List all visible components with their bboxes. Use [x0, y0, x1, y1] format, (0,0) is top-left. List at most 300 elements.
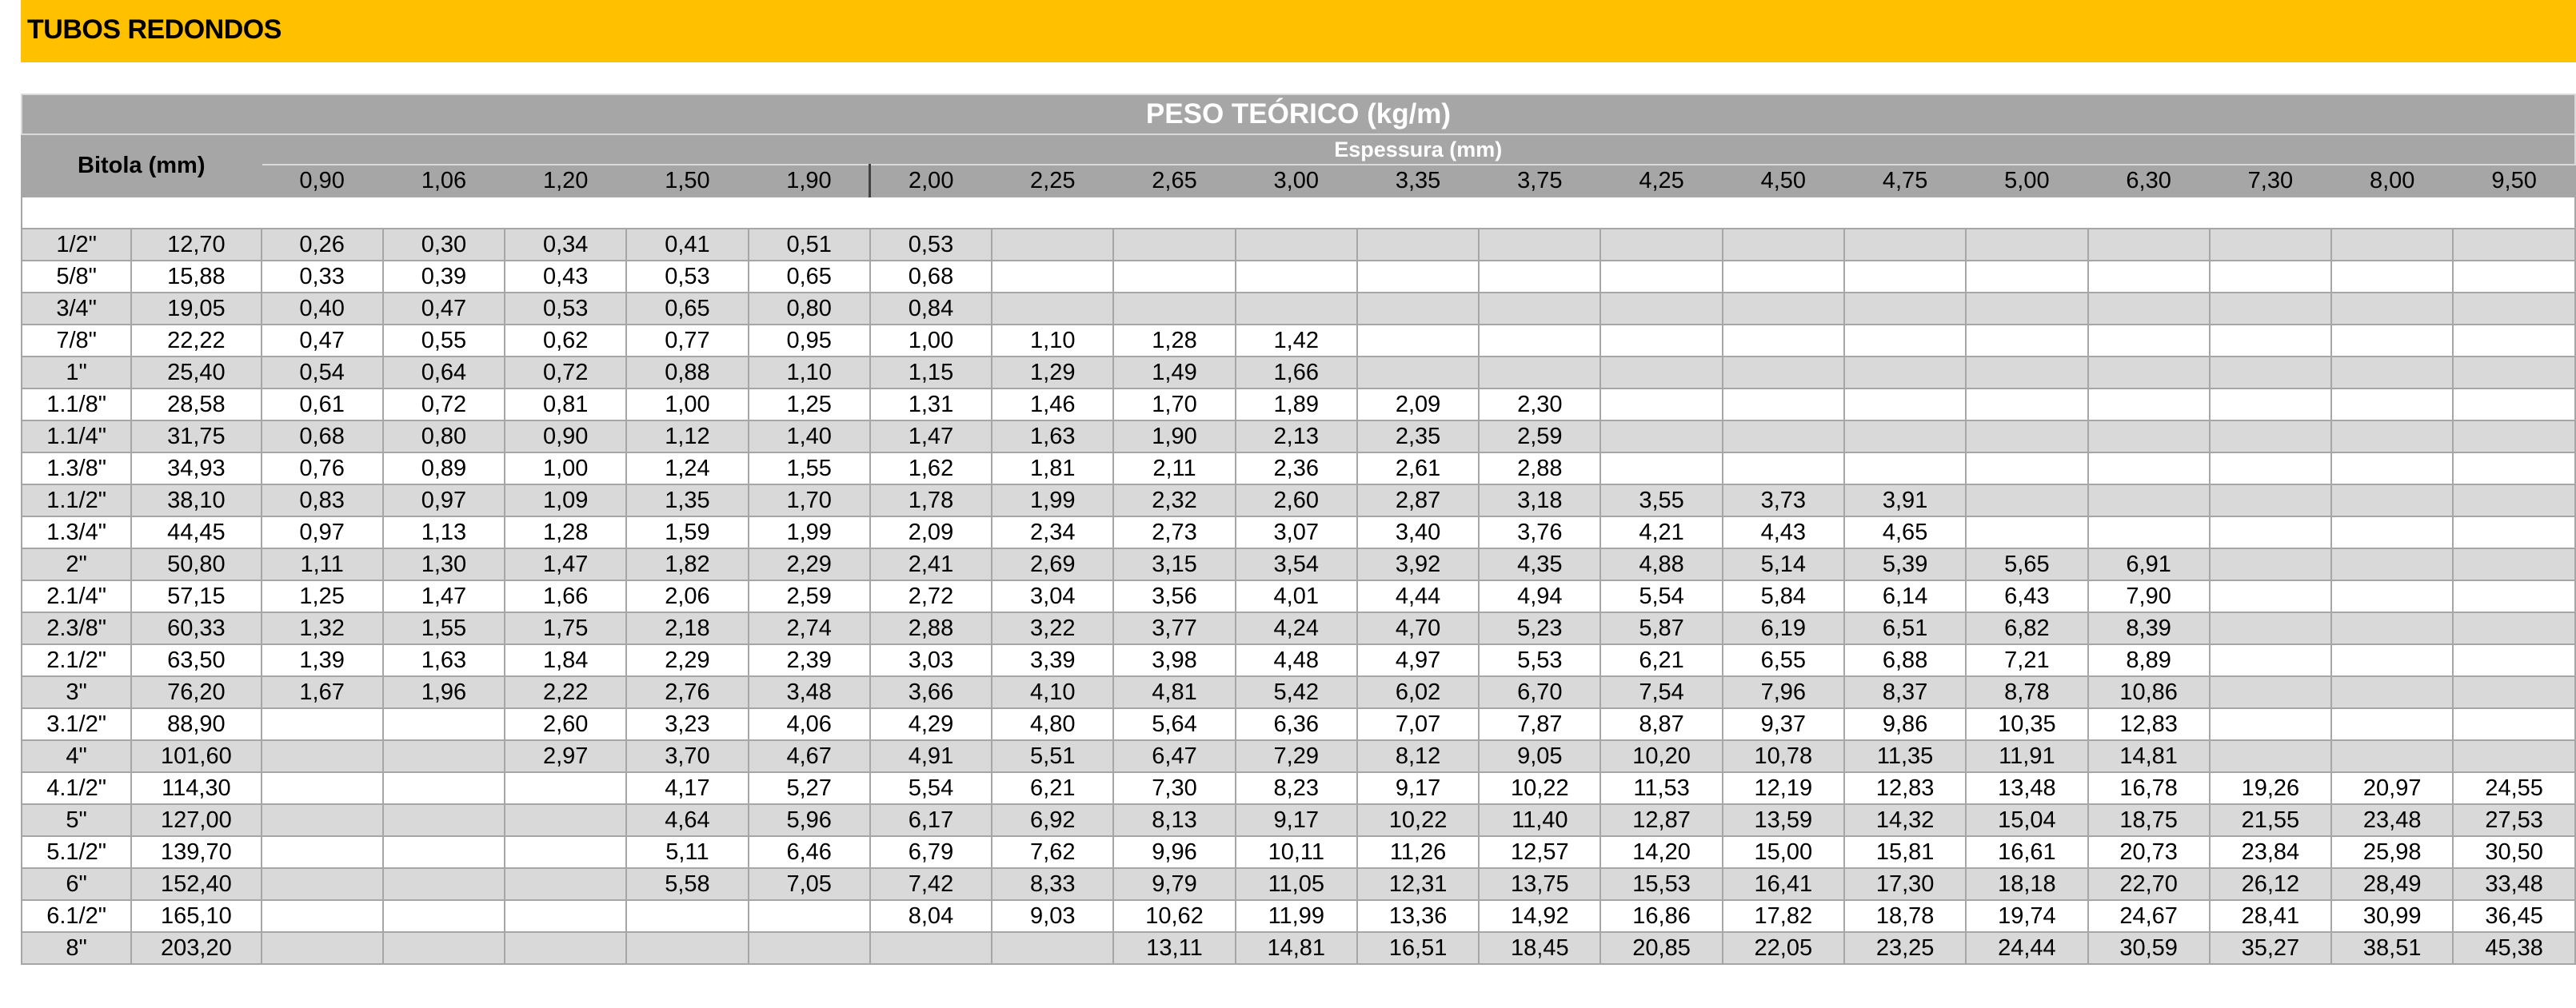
bitola-mm-cell[interactable]: 12,70: [131, 229, 261, 261]
weight-cell[interactable]: 23,25: [1844, 932, 1966, 964]
weight-cell[interactable]: 21,55: [2210, 804, 2331, 836]
weight-cell[interactable]: 4,81: [1113, 676, 1235, 708]
weight-cell[interactable]: 30,99: [2331, 900, 2453, 932]
weight-cell[interactable]: 14,20: [1600, 836, 1722, 868]
weight-cell[interactable]: [2453, 516, 2575, 548]
weight-cell[interactable]: 1,47: [383, 580, 505, 612]
thickness-header-cell[interactable]: 1,20: [505, 165, 626, 197]
weight-cell[interactable]: [2210, 516, 2331, 548]
weight-cell[interactable]: [1966, 420, 2087, 452]
thickness-header-cell[interactable]: 6,30: [2088, 165, 2210, 197]
weight-cell[interactable]: 0,84: [870, 293, 992, 325]
bitola-inch-cell[interactable]: 1.1/4": [22, 420, 131, 452]
weight-cell[interactable]: 18,78: [1844, 900, 1966, 932]
weight-cell[interactable]: 7,54: [1600, 676, 1722, 708]
weight-cell[interactable]: 2,35: [1357, 420, 1479, 452]
weight-cell[interactable]: 1,89: [1236, 388, 1357, 420]
weight-cell[interactable]: 1,24: [626, 452, 748, 484]
weight-cell[interactable]: 8,37: [1844, 676, 1966, 708]
weight-cell[interactable]: [1723, 388, 1844, 420]
weight-cell[interactable]: [2331, 740, 2453, 772]
bitola-mm-cell[interactable]: 76,20: [131, 676, 261, 708]
weight-cell[interactable]: [2331, 261, 2453, 293]
weight-cell[interactable]: [1723, 229, 1844, 261]
weight-cell[interactable]: 5,87: [1600, 612, 1722, 644]
weight-cell[interactable]: 12,83: [1844, 772, 1966, 804]
weight-cell[interactable]: [2210, 357, 2331, 388]
weight-cell[interactable]: 11,26: [1357, 836, 1479, 868]
weight-cell[interactable]: [1357, 261, 1479, 293]
weight-cell[interactable]: 1,82: [626, 548, 748, 580]
weight-cell[interactable]: 6,91: [2088, 548, 2210, 580]
weight-cell[interactable]: 3,54: [1236, 548, 1357, 580]
weight-cell[interactable]: [262, 932, 383, 964]
weight-cell[interactable]: 28,49: [2331, 868, 2453, 900]
weight-cell[interactable]: 8,39: [2088, 612, 2210, 644]
weight-cell[interactable]: 4,44: [1357, 580, 1479, 612]
weight-cell[interactable]: 2,97: [505, 740, 626, 772]
weight-cell[interactable]: [2088, 420, 2210, 452]
weight-cell[interactable]: [383, 740, 505, 772]
weight-cell[interactable]: [1844, 293, 1966, 325]
weight-cell[interactable]: 1,47: [505, 548, 626, 580]
weight-cell[interactable]: [505, 868, 626, 900]
weight-cell[interactable]: 1,29: [992, 357, 1113, 388]
weight-cell[interactable]: 30,59: [2088, 932, 2210, 964]
weight-cell[interactable]: [2210, 548, 2331, 580]
weight-cell[interactable]: 4,10: [992, 676, 1113, 708]
weight-cell[interactable]: 12,87: [1600, 804, 1722, 836]
weight-cell[interactable]: [2453, 357, 2575, 388]
thickness-header-cell[interactable]: 1,50: [626, 165, 748, 197]
weight-cell[interactable]: 7,90: [2088, 580, 2210, 612]
weight-cell[interactable]: 5,42: [1236, 676, 1357, 708]
weight-cell[interactable]: 5,39: [1844, 548, 1966, 580]
weight-cell[interactable]: 6,02: [1357, 676, 1479, 708]
weight-cell[interactable]: 0,89: [383, 452, 505, 484]
weight-cell[interactable]: 8,89: [2088, 644, 2210, 676]
weight-cell[interactable]: 24,67: [2088, 900, 2210, 932]
weight-cell[interactable]: 24,55: [2453, 772, 2575, 804]
weight-cell[interactable]: 27,53: [2453, 804, 2575, 836]
weight-cell[interactable]: 3,23: [626, 708, 748, 740]
weight-cell[interactable]: [1723, 420, 1844, 452]
bitola-mm-cell[interactable]: 114,30: [131, 772, 261, 804]
weight-cell[interactable]: [2331, 420, 2453, 452]
weight-cell[interactable]: 12,31: [1357, 868, 1479, 900]
weight-cell[interactable]: 1,40: [749, 420, 870, 452]
weight-cell[interactable]: [2453, 229, 2575, 261]
weight-cell[interactable]: 1,31: [870, 388, 992, 420]
weight-cell[interactable]: 17,82: [1723, 900, 1844, 932]
weight-cell[interactable]: [1966, 229, 2087, 261]
bitola-mm-cell[interactable]: 25,40: [131, 357, 261, 388]
weight-cell[interactable]: 2,59: [749, 580, 870, 612]
weight-cell[interactable]: [1723, 293, 1844, 325]
weight-cell[interactable]: 6,21: [1600, 644, 1722, 676]
weight-cell[interactable]: 1,75: [505, 612, 626, 644]
weight-cell[interactable]: 0,30: [383, 229, 505, 261]
weight-cell[interactable]: 2,30: [1479, 388, 1600, 420]
weight-cell[interactable]: 5,11: [626, 836, 748, 868]
weight-cell[interactable]: 2,32: [1113, 484, 1235, 516]
weight-cell[interactable]: 17,30: [1844, 868, 1966, 900]
weight-cell[interactable]: 13,59: [1723, 804, 1844, 836]
weight-cell[interactable]: [2331, 516, 2453, 548]
weight-cell[interactable]: 5,51: [992, 740, 1113, 772]
thickness-header-cell[interactable]: 3,00: [1236, 165, 1357, 197]
weight-cell[interactable]: [1357, 357, 1479, 388]
weight-cell[interactable]: 1,70: [1113, 388, 1235, 420]
weight-cell[interactable]: 18,18: [1966, 868, 2087, 900]
weight-cell[interactable]: 19,26: [2210, 772, 2331, 804]
weight-cell[interactable]: 2,59: [1479, 420, 1600, 452]
weight-cell[interactable]: 0,81: [505, 388, 626, 420]
weight-cell[interactable]: [1479, 325, 1600, 357]
weight-cell[interactable]: [2210, 325, 2331, 357]
weight-cell[interactable]: 6,82: [1966, 612, 2087, 644]
weight-cell[interactable]: [505, 900, 626, 932]
bitola-mm-cell[interactable]: 127,00: [131, 804, 261, 836]
bitola-mm-cell[interactable]: 203,20: [131, 932, 261, 964]
weight-cell[interactable]: 33,48: [2453, 868, 2575, 900]
weight-cell[interactable]: 2,73: [1113, 516, 1235, 548]
weight-cell[interactable]: 9,79: [1113, 868, 1235, 900]
weight-cell[interactable]: 35,27: [2210, 932, 2331, 964]
weight-cell[interactable]: [1357, 325, 1479, 357]
weight-cell[interactable]: [992, 932, 1113, 964]
weight-cell[interactable]: 4,64: [626, 804, 748, 836]
weight-cell[interactable]: 0,33: [262, 261, 383, 293]
weight-cell[interactable]: 13,75: [1479, 868, 1600, 900]
weight-cell[interactable]: 5,54: [870, 772, 992, 804]
weight-cell[interactable]: [2331, 452, 2453, 484]
weight-cell[interactable]: 0,55: [383, 325, 505, 357]
weight-cell[interactable]: 4,67: [749, 740, 870, 772]
weight-cell[interactable]: 4,17: [626, 772, 748, 804]
weight-cell[interactable]: 6,92: [992, 804, 1113, 836]
weight-cell[interactable]: 1,49: [1113, 357, 1235, 388]
weight-cell[interactable]: 1,28: [1113, 325, 1235, 357]
weight-cell[interactable]: 1,10: [992, 325, 1113, 357]
weight-cell[interactable]: [1723, 325, 1844, 357]
weight-cell[interactable]: [1357, 293, 1479, 325]
weight-cell[interactable]: [505, 772, 626, 804]
weight-cell[interactable]: 11,53: [1600, 772, 1722, 804]
weight-cell[interactable]: [2210, 452, 2331, 484]
weight-cell[interactable]: 7,62: [992, 836, 1113, 868]
weight-cell[interactable]: 0,77: [626, 325, 748, 357]
weight-cell[interactable]: [2331, 548, 2453, 580]
bitola-inch-cell[interactable]: 2.3/8": [22, 612, 131, 644]
weight-cell[interactable]: 3,18: [1479, 484, 1600, 516]
weight-cell[interactable]: 0,47: [383, 293, 505, 325]
bitola-inch-cell[interactable]: 1.1/8": [22, 388, 131, 420]
weight-cell[interactable]: 1,84: [505, 644, 626, 676]
weight-cell[interactable]: 0,80: [383, 420, 505, 452]
weight-cell[interactable]: 0,61: [262, 388, 383, 420]
thickness-header-cell[interactable]: 1,90: [749, 165, 870, 197]
bitola-mm-cell[interactable]: 15,88: [131, 261, 261, 293]
weight-cell[interactable]: 2,88: [1479, 452, 1600, 484]
weight-cell[interactable]: [2453, 676, 2575, 708]
weight-cell[interactable]: [1966, 293, 2087, 325]
weight-cell[interactable]: [383, 804, 505, 836]
weight-cell[interactable]: 4,01: [1236, 580, 1357, 612]
weight-cell[interactable]: 4,29: [870, 708, 992, 740]
weight-cell[interactable]: 1,25: [749, 388, 870, 420]
weight-cell[interactable]: [2210, 580, 2331, 612]
thickness-header-cell[interactable]: 4,75: [1844, 165, 1966, 197]
weight-cell[interactable]: 6,19: [1723, 612, 1844, 644]
weight-cell[interactable]: [2331, 580, 2453, 612]
weight-cell[interactable]: 11,05: [1236, 868, 1357, 900]
weight-cell[interactable]: 4,65: [1844, 516, 1966, 548]
weight-cell[interactable]: 2,11: [1113, 452, 1235, 484]
weight-cell[interactable]: [2331, 388, 2453, 420]
bitola-mm-cell[interactable]: 101,60: [131, 740, 261, 772]
weight-cell[interactable]: [2088, 325, 2210, 357]
weight-cell[interactable]: [262, 740, 383, 772]
weight-cell[interactable]: 1,99: [749, 516, 870, 548]
weight-cell[interactable]: 0,39: [383, 261, 505, 293]
weight-cell[interactable]: 23,84: [2210, 836, 2331, 868]
weight-cell[interactable]: 1,55: [383, 612, 505, 644]
weight-cell[interactable]: 6,47: [1113, 740, 1235, 772]
weight-cell[interactable]: 2,69: [992, 548, 1113, 580]
weight-cell[interactable]: 5,96: [749, 804, 870, 836]
weight-cell[interactable]: 2,74: [749, 612, 870, 644]
weight-cell[interactable]: 2,22: [505, 676, 626, 708]
weight-cell[interactable]: 13,48: [1966, 772, 2087, 804]
weight-cell[interactable]: 1,28: [505, 516, 626, 548]
weight-cell[interactable]: 5,58: [626, 868, 748, 900]
weight-cell[interactable]: 1,12: [626, 420, 748, 452]
weight-cell[interactable]: [1113, 293, 1235, 325]
weight-cell[interactable]: 15,81: [1844, 836, 1966, 868]
weight-cell[interactable]: [505, 804, 626, 836]
bitola-mm-cell[interactable]: 88,90: [131, 708, 261, 740]
weight-cell[interactable]: 0,54: [262, 357, 383, 388]
weight-cell[interactable]: 1,30: [383, 548, 505, 580]
weight-cell[interactable]: 1,42: [1236, 325, 1357, 357]
weight-cell[interactable]: [505, 836, 626, 868]
weight-cell[interactable]: [2210, 740, 2331, 772]
weight-cell[interactable]: [262, 900, 383, 932]
weight-cell[interactable]: 2,41: [870, 548, 992, 580]
weight-cell[interactable]: 4,80: [992, 708, 1113, 740]
weight-cell[interactable]: [1844, 388, 1966, 420]
weight-cell[interactable]: 0,62: [505, 325, 626, 357]
weight-cell[interactable]: [2331, 612, 2453, 644]
bitola-inch-cell[interactable]: 4": [22, 740, 131, 772]
thickness-header-cell[interactable]: 2,00: [870, 165, 992, 197]
weight-cell[interactable]: 20,85: [1600, 932, 1722, 964]
weight-cell[interactable]: 8,87: [1600, 708, 1722, 740]
weight-cell[interactable]: 1,46: [992, 388, 1113, 420]
weight-cell[interactable]: [1844, 357, 1966, 388]
weight-cell[interactable]: 1,32: [262, 612, 383, 644]
weight-cell[interactable]: 3,22: [992, 612, 1113, 644]
thickness-header-cell[interactable]: 3,35: [1357, 165, 1479, 197]
bitola-inch-cell[interactable]: 4.1/2": [22, 772, 131, 804]
weight-cell[interactable]: 6,36: [1236, 708, 1357, 740]
weight-cell[interactable]: [1966, 484, 2087, 516]
weight-cell[interactable]: 1,47: [870, 420, 992, 452]
weight-cell[interactable]: 0,53: [870, 229, 992, 261]
weight-cell[interactable]: 3,76: [1479, 516, 1600, 548]
weight-cell[interactable]: [1966, 516, 2087, 548]
weight-cell[interactable]: 10,22: [1479, 772, 1600, 804]
bitola-mm-cell[interactable]: 22,22: [131, 325, 261, 357]
weight-cell[interactable]: 0,83: [262, 484, 383, 516]
weight-cell[interactable]: 16,86: [1600, 900, 1722, 932]
weight-cell[interactable]: 14,92: [1479, 900, 1600, 932]
weight-cell[interactable]: 10,11: [1236, 836, 1357, 868]
thickness-header-cell[interactable]: 7,30: [2210, 165, 2331, 197]
bitola-mm-cell[interactable]: 28,58: [131, 388, 261, 420]
weight-cell[interactable]: 4,91: [870, 740, 992, 772]
weight-cell[interactable]: [262, 708, 383, 740]
weight-cell[interactable]: 9,17: [1236, 804, 1357, 836]
weight-cell[interactable]: 0,34: [505, 229, 626, 261]
weight-cell[interactable]: 10,20: [1600, 740, 1722, 772]
weight-cell[interactable]: [262, 804, 383, 836]
weight-cell[interactable]: [2210, 644, 2331, 676]
weight-cell[interactable]: [2331, 676, 2453, 708]
weight-cell[interactable]: 2,09: [1357, 388, 1479, 420]
weight-cell[interactable]: 2,36: [1236, 452, 1357, 484]
weight-cell[interactable]: 1,09: [505, 484, 626, 516]
weight-cell[interactable]: 7,05: [749, 868, 870, 900]
bitola-mm-cell[interactable]: 139,70: [131, 836, 261, 868]
bitola-inch-cell[interactable]: 3": [22, 676, 131, 708]
bitola-inch-cell[interactable]: 1": [22, 357, 131, 388]
weight-cell[interactable]: [383, 900, 505, 932]
bitola-mm-cell[interactable]: 152,40: [131, 868, 261, 900]
weight-cell[interactable]: [870, 932, 992, 964]
weight-cell[interactable]: 1,11: [262, 548, 383, 580]
weight-cell[interactable]: 8,12: [1357, 740, 1479, 772]
weight-cell[interactable]: 8,23: [1236, 772, 1357, 804]
weight-cell[interactable]: 7,29: [1236, 740, 1357, 772]
bitola-mm-cell[interactable]: 19,05: [131, 293, 261, 325]
weight-cell[interactable]: 9,96: [1113, 836, 1235, 868]
weight-cell[interactable]: 7,07: [1357, 708, 1479, 740]
weight-cell[interactable]: 4,24: [1236, 612, 1357, 644]
weight-cell[interactable]: [992, 293, 1113, 325]
weight-cell[interactable]: 11,35: [1844, 740, 1966, 772]
weight-cell[interactable]: 8,78: [1966, 676, 2087, 708]
weight-cell[interactable]: 0,40: [262, 293, 383, 325]
thickness-header-cell[interactable]: 3,75: [1479, 165, 1600, 197]
weight-cell[interactable]: 14,81: [2088, 740, 2210, 772]
weight-cell[interactable]: 4,48: [1236, 644, 1357, 676]
weight-cell[interactable]: 1,00: [870, 325, 992, 357]
weight-cell[interactable]: 3,15: [1113, 548, 1235, 580]
weight-cell[interactable]: 10,22: [1357, 804, 1479, 836]
weight-cell[interactable]: [1844, 229, 1966, 261]
bitola-inch-cell[interactable]: 1.3/8": [22, 452, 131, 484]
weight-cell[interactable]: [1966, 325, 2087, 357]
weight-cell[interactable]: [2088, 452, 2210, 484]
weight-cell[interactable]: [1723, 357, 1844, 388]
weight-cell[interactable]: 14,32: [1844, 804, 1966, 836]
weight-cell[interactable]: [2210, 229, 2331, 261]
weight-cell[interactable]: 2,34: [992, 516, 1113, 548]
weight-cell[interactable]: [1844, 420, 1966, 452]
weight-cell[interactable]: 8,04: [870, 900, 992, 932]
weight-cell[interactable]: 8,13: [1113, 804, 1235, 836]
weight-cell[interactable]: [1600, 452, 1722, 484]
thickness-header-cell[interactable]: 4,50: [1723, 165, 1844, 197]
weight-cell[interactable]: [2331, 357, 2453, 388]
weight-cell[interactable]: 13,11: [1113, 932, 1235, 964]
weight-cell[interactable]: 6,21: [992, 772, 1113, 804]
weight-cell[interactable]: [2088, 516, 2210, 548]
weight-cell[interactable]: 3,07: [1236, 516, 1357, 548]
weight-cell[interactable]: 24,44: [1966, 932, 2087, 964]
thickness-header-cell[interactable]: 8,00: [2331, 165, 2453, 197]
bitola-inch-cell[interactable]: 2.1/4": [22, 580, 131, 612]
weight-cell[interactable]: 3,66: [870, 676, 992, 708]
weight-cell[interactable]: 3,40: [1357, 516, 1479, 548]
weight-cell[interactable]: 0,72: [383, 388, 505, 420]
bitola-mm-cell[interactable]: 44,45: [131, 516, 261, 548]
bitola-mm-cell[interactable]: 50,80: [131, 548, 261, 580]
thickness-header-cell[interactable]: 1,06: [383, 165, 505, 197]
thickness-header-cell[interactable]: 4,25: [1600, 165, 1722, 197]
weight-cell[interactable]: [1600, 420, 1722, 452]
weight-cell[interactable]: [2088, 357, 2210, 388]
weight-cell[interactable]: [1844, 325, 1966, 357]
weight-cell[interactable]: [749, 900, 870, 932]
weight-cell[interactable]: 0,65: [626, 293, 748, 325]
thickness-header-cell[interactable]: 5,00: [1966, 165, 2087, 197]
bitola-mm-cell[interactable]: 60,33: [131, 612, 261, 644]
weight-cell[interactable]: [1844, 452, 1966, 484]
weight-cell[interactable]: 9,05: [1479, 740, 1600, 772]
weight-cell[interactable]: 38,51: [2331, 932, 2453, 964]
weight-cell[interactable]: 3,55: [1600, 484, 1722, 516]
weight-cell[interactable]: 1,66: [505, 580, 626, 612]
weight-cell[interactable]: [749, 932, 870, 964]
weight-cell[interactable]: 3,77: [1113, 612, 1235, 644]
weight-cell[interactable]: [2331, 484, 2453, 516]
weight-cell[interactable]: 5,27: [749, 772, 870, 804]
bitola-inch-cell[interactable]: 5.1/2": [22, 836, 131, 868]
weight-cell[interactable]: 45,38: [2453, 932, 2575, 964]
weight-cell[interactable]: 4,43: [1723, 516, 1844, 548]
weight-cell[interactable]: [2453, 420, 2575, 452]
bitola-inch-cell[interactable]: 1.3/4": [22, 516, 131, 548]
weight-cell[interactable]: [1966, 261, 2087, 293]
bitola-mm-cell[interactable]: 165,10: [131, 900, 261, 932]
weight-cell[interactable]: 19,74: [1966, 900, 2087, 932]
weight-cell[interactable]: 1,78: [870, 484, 992, 516]
bitola-inch-cell[interactable]: 5/8": [22, 261, 131, 293]
weight-cell[interactable]: [626, 900, 748, 932]
weight-cell[interactable]: [1966, 357, 2087, 388]
bitola-inch-cell[interactable]: 8": [22, 932, 131, 964]
weight-cell[interactable]: 3,48: [749, 676, 870, 708]
weight-cell[interactable]: [1600, 261, 1722, 293]
bitola-mm-cell[interactable]: 63,50: [131, 644, 261, 676]
weight-cell[interactable]: 7,21: [1966, 644, 2087, 676]
weight-cell[interactable]: [2210, 676, 2331, 708]
weight-cell[interactable]: 3,56: [1113, 580, 1235, 612]
weight-cell[interactable]: 1,96: [383, 676, 505, 708]
